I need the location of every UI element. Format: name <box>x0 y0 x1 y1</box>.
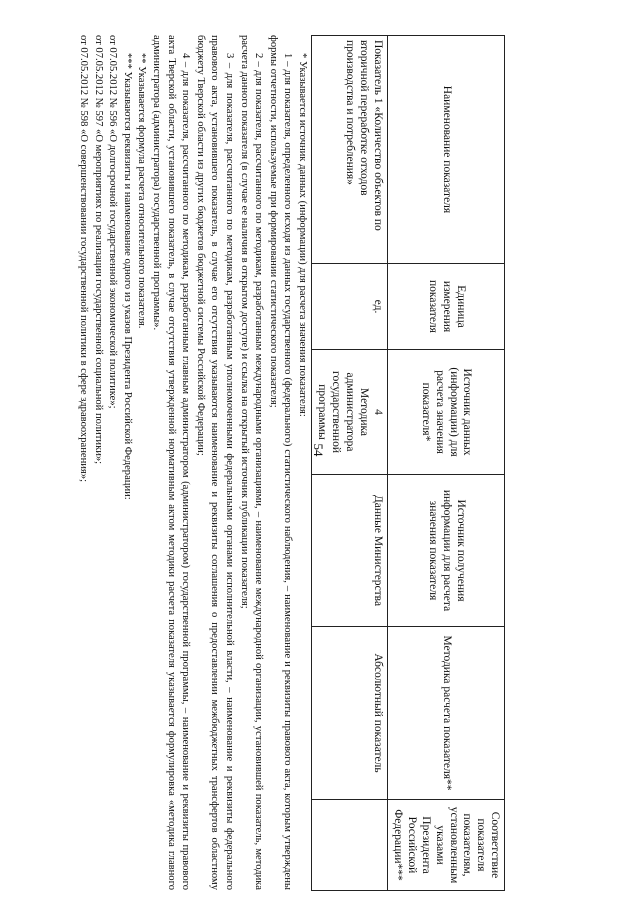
rotated-page-content <box>45 35 505 890</box>
cell-unit: ед. <box>311 264 387 350</box>
footnote-source-2: 2 – для показателя, рассчитанного по методикам, разработанным международными организациями, – наименование международной организации, установившей показатель, методика расчета данного показателя (в случае ее наличия в открытом доступе) и ссылка на открытый источник публикации показателя; <box>238 35 265 890</box>
indicator-table <box>311 35 505 891</box>
cell-info-source: Данные Министерства <box>311 475 387 627</box>
header-unit: Единица измерения показателя <box>387 264 504 350</box>
cell-method: Абсолютный показатель <box>311 627 387 800</box>
footnote-decree-598: от 07.05.2012 № 598 «О совершенствовании государственной политики в сфере здравоохранения»; <box>78 35 90 483</box>
cell-indicator-name: Показатель 1 «Количество объектов по вторичной переработке отходов производства и потребления» <box>311 36 387 264</box>
header-indicator-name: Наименование показателя <box>387 36 504 264</box>
page-number: 54 <box>311 443 326 457</box>
table-row <box>311 36 387 891</box>
footnote-decree-597: от 07.05.2012 № 597 «О мероприятиях по реализации государственной социальной политики»; <box>92 35 104 465</box>
footnote-source-4: 4 – для показателя, рассчитанного по методикам, разработанным главным администратором (администратором) государственной программы, – наименование и реквизиты правового акта Тверской области, установившего показатель, в случае отсутствия утвержденной нормативным актом методики расчета показателя указывается формулировка «методика главного администратора (администратора) государственной программы». <box>151 35 192 890</box>
cell-data-source <box>311 350 387 475</box>
cell-decree-match <box>311 800 387 891</box>
table-header-row <box>387 36 504 891</box>
footnote-decree-596: от 07.05.2012 № 596 «О долгосрочной государственной экономической политике»; <box>107 35 119 409</box>
footnote-decrees-intro: *** Указываются реквизиты и наименование одного из указов Президента Российской Федерации: <box>121 53 133 500</box>
cell-data-source-code: 4 <box>371 409 384 415</box>
cell-data-source-text: Методика администратора государственной программы <box>316 371 370 453</box>
footnote-source-1: 1 – для показателя, определенного исходя из данных государственного (федерального) статистического наблюдения, – наименование и реквизиты правового акта, которым утверждены формы отчетности, используемые при формировании статистического показателя; <box>267 35 294 890</box>
footnote-source-3: 3 – для показателя, рассчитанного по методикам, разработанным уполномоченными федеральными органами исполнительной власти, – наименование и реквизиты федерального правового акта, установившего показатель, в случае его отсутствия указываются наименование и реквизиты соглашения о предоставлении межбюджетных трансфертов областному бюджету Тверской области из других бюджетов бюджетной системы Российской Федерации; <box>194 35 236 890</box>
header-method: Методика расчета показателя** <box>387 627 504 800</box>
footnote-formula: ** Указывается формула расчета относительного показателя. <box>136 53 148 329</box>
header-decree-match: Соответствие показателя показателям, установленным указами Президента Российской Федерации*** <box>387 800 504 891</box>
header-data-source: Источник данных (информации) для расчета значения показателя* <box>387 350 504 475</box>
footnote-source-intro: * Указывается источник данных (информации) для расчета значения показателя: <box>297 53 308 417</box>
header-info-source: Источник получения информации для расчета значения показателя <box>387 475 504 627</box>
footnotes <box>76 35 310 890</box>
